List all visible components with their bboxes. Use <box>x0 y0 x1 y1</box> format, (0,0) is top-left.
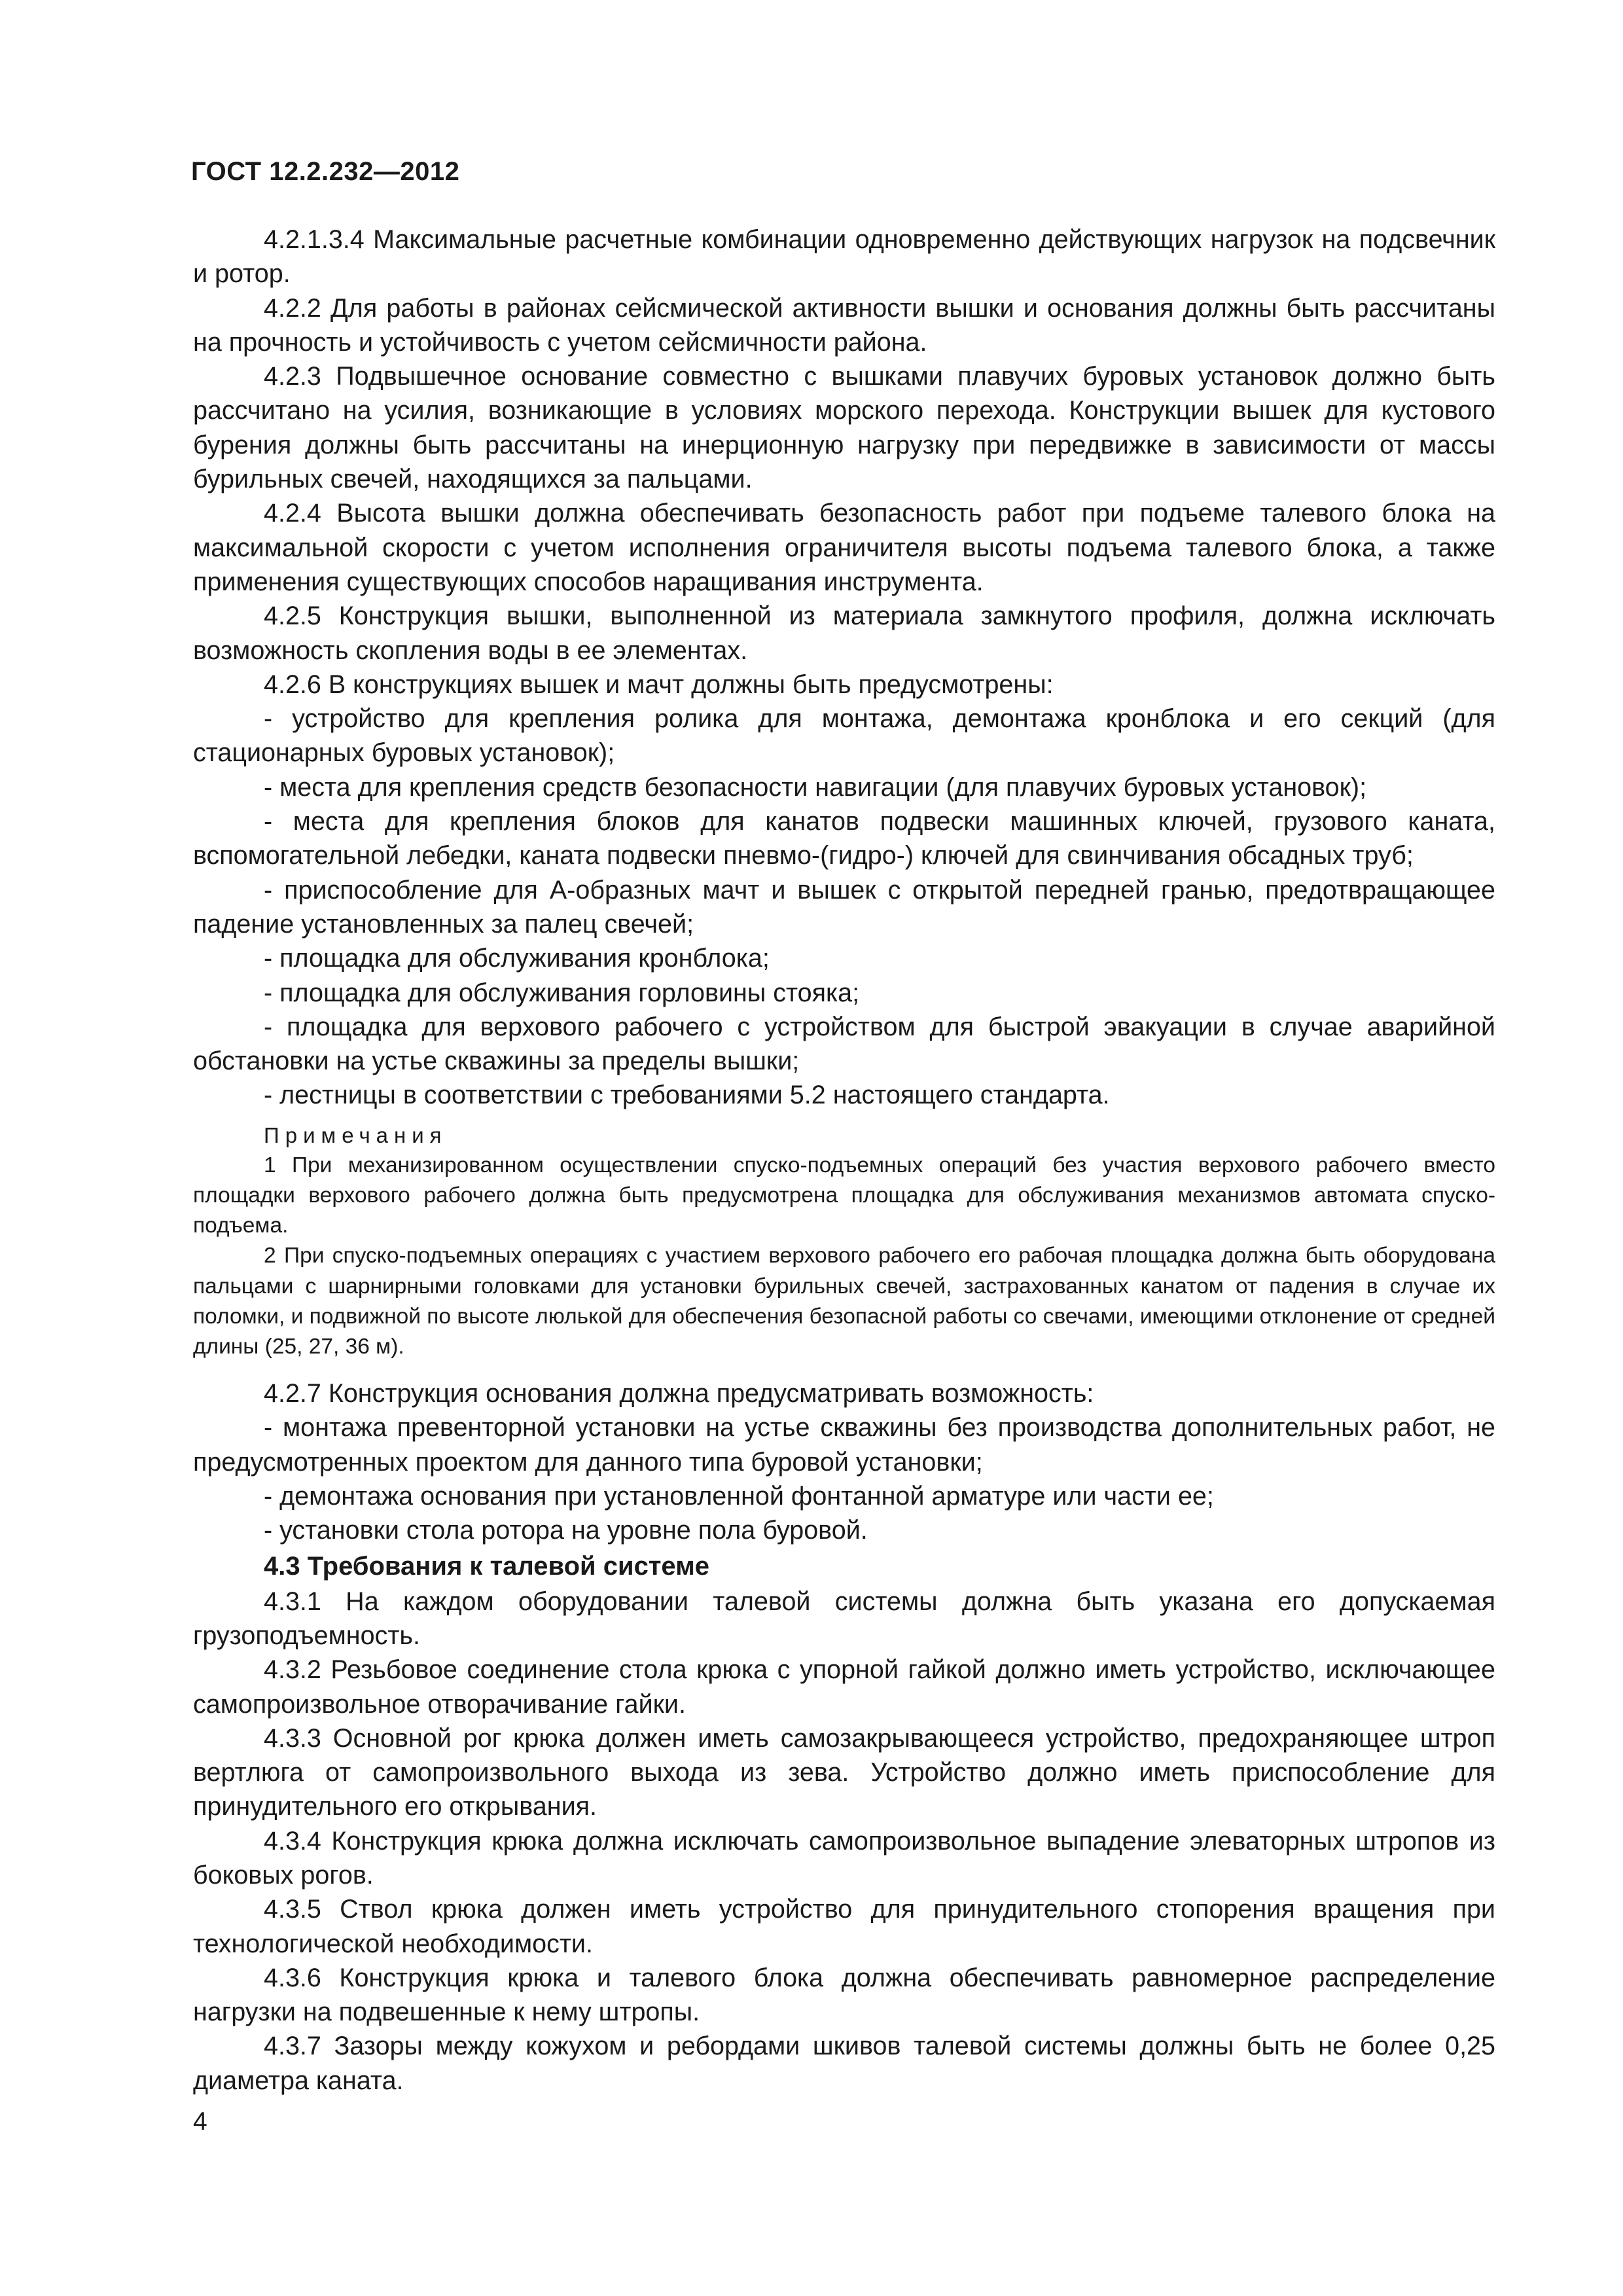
list-item: - демонтажа основания при установленной фонтанной арматуре или части ее; <box>264 1482 1214 1511</box>
notes-title: Примечания <box>264 1122 448 1147</box>
paragraph-4-2-1-3-4: 4.2.1.3.4 Максимальные расчетные комбинации одновременно действующих нагрузок на подсвечник и ротор. <box>193 225 1495 289</box>
list-item: - площадка для обслуживания кронблока; <box>264 944 770 973</box>
paragraph-4-3-3: 4.3.3 Основной рог крюка должен иметь самозакрывающееся устройство, предохраняющее штроп вертлюга от самопроизвольного выхода из зева. Устройство должно иметь приспособление для принудительного его открывания. <box>193 1723 1495 1821</box>
section-heading-4-3: 4.3 Требования к талевой системе <box>264 1551 709 1581</box>
page-number: 4 <box>193 2108 207 2136</box>
paragraph-4-2-6: 4.2.6 В конструкциях вышек и мачт должны быть предусмотрены: <box>264 670 1054 699</box>
paragraph-4-2-2: 4.2.2 Для работы в районах сейсмической активности вышки и основания должны быть рассчитаны на прочность и устойчивость с учетом сейсмичности района. <box>193 293 1495 357</box>
paragraph-4-2-5: 4.2.5 Конструкция вышки, выполненной из материала замкнутого профиля, должна исключать возможность скопления воды в ее элементах. <box>193 601 1495 665</box>
paragraph-4-3-5: 4.3.5 Ствол крюка должен иметь устройство для принудительного стопорения вращения при технологической необходимости. <box>193 1895 1495 1958</box>
list-item: - установки стола ротора на уровне пола буровой. <box>264 1516 868 1545</box>
list-item: - приспособление для А-образных мачт и вышек с открытой передней гранью, предотвращающее падение установленных за палец свечей; <box>193 875 1495 939</box>
standard-header: ГОСТ 12.2.232—2012 <box>191 157 460 186</box>
list-item: - места для крепления блоков для канатов подвески машинных ключей, грузового каната, вспомогательной лебедки, каната подвески пневмо-(гидро-) ключей для свинчивания обсадных труб; <box>193 807 1495 870</box>
list-item: - площадка для обслуживания горловины стояка; <box>264 978 860 1007</box>
paragraph-4-3-2: 4.3.2 Резьбовое соединение стола крюка с упорной гайкой должно иметь устройство, исключающее самопроизвольное отворачивание гайки. <box>193 1655 1495 1719</box>
paragraph-4-2-7: 4.2.7 Конструкция основания должна предусматривать возможность: <box>264 1379 1094 1408</box>
list-item: - места для крепления средств безопасности навигации (для плавучих буровых установок); <box>264 772 1367 802</box>
list-item: - площадка для верхового рабочего с устройством для быстрой эвакуации в случае аварийной обстановки на устье скважины за пределы вышки; <box>193 1012 1495 1076</box>
paragraph-4-2-4: 4.2.4 Высота вышки должна обеспечивать безопасность работ при подъеме талевого блока на максимальной скорости с учетом исполнения ограничителя высоты подъема талевого блока, а также применения существующих способов наращивания инструмента. <box>193 499 1495 596</box>
paragraph-4-2-3: 4.2.3 Подвышечное основание совместно с вышками плавучих буровых установок должно быть рассчитано на усилия, возникающие в условиях морского перехода. Конструкции вышек для кустового бурения должны быть рассчитаны на инерционную нагрузку при передвижке в зависимости от массы бурильных свечей, находящихся за пальцами. <box>193 362 1495 494</box>
paragraph-4-3-7: 4.3.7 Зазоры между кожухом и ребордами шкивов талевой системы должны быть не более 0,25 диаметра каната. <box>193 2032 1495 2095</box>
list-item: - лестницы в соответствии с требованиями 5.2 настоящего стандарта. <box>264 1081 1110 1110</box>
list-item: - монтажа превенторной установки на устье скважины без производства дополнительных работ, не предусмотренных проектом для данного типа буровой установки; <box>193 1413 1495 1477</box>
document-body <box>193 223 1495 2098</box>
note-2: 2 При спуско-подъемных операциях с участием верхового рабочего его рабочая площадка должна быть оборудована пальцами с шарнирными головками для установки бурильных свечей, застрахованных канатом от падения в случае их поломки, и подвижной по высоте люлькой для обеспечения безопасной работы со свечами, имеющими отклонение от средней длины (25, 27, 36 м). <box>193 1244 1495 1359</box>
paragraph-4-3-1: 4.3.1 На каждом оборудовании талевой системы должна быть указана его допускаемая грузоподъемность. <box>193 1587 1495 1650</box>
paragraph-4-3-4: 4.3.4 Конструкция крюка должна исключать самопроизвольное выпадение элеваторных штропов из боковых рогов. <box>193 1826 1495 1890</box>
note-1: 1 При механизированном осуществлении спуско-подъемных операций без участия верхового рабочего вместо площадки верхового рабочего должна быть предусмотрена площадка для обслуживания механизмов автомата спуско-подъема. <box>193 1153 1495 1238</box>
spacer <box>193 1362 1495 1376</box>
paragraph-4-3-6: 4.3.6 Конструкция крюка и талевого блока должна обеспечивать равномерное распределение нагрузки на подвешенные к нему штропы. <box>193 1963 1495 2027</box>
list-item: - устройство для крепления ролика для монтажа, демонтажа кронблока и его секций (для стационарных буровых установок); <box>193 704 1495 768</box>
